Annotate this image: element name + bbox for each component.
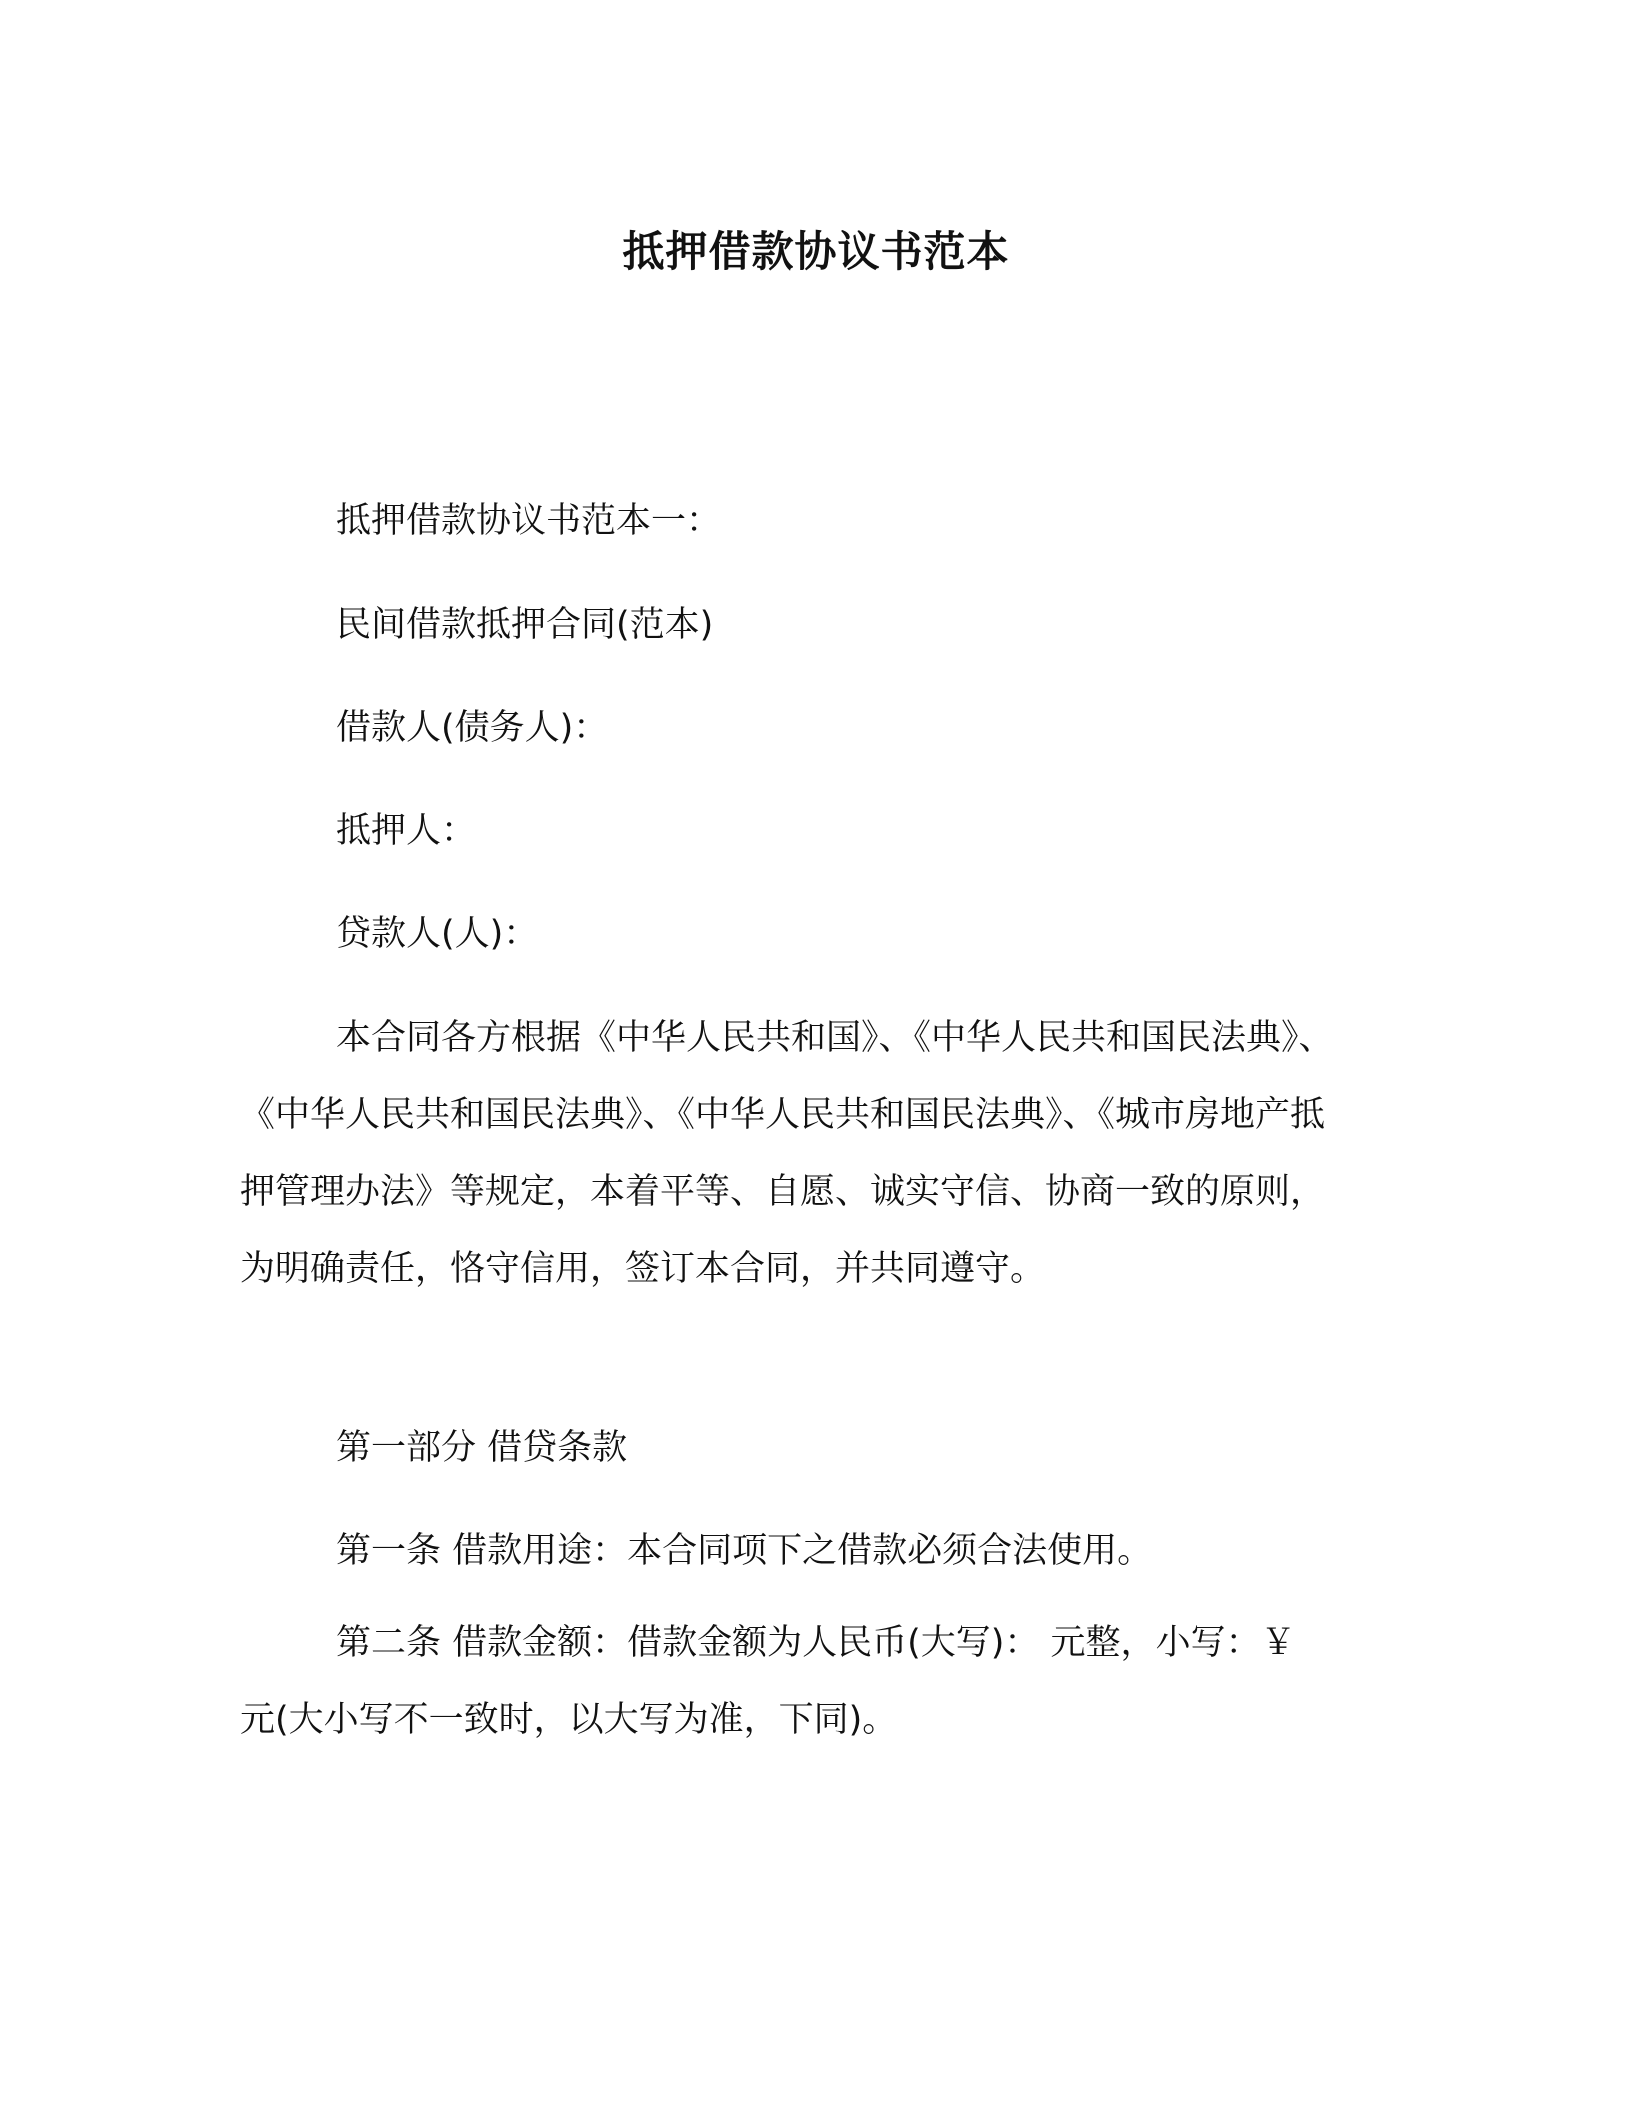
lender-field: 贷款人(人)： bbox=[336, 914, 539, 954]
document-title: 抵押借款协议书范本 bbox=[622, 227, 1010, 276]
preamble-paragraph: 本合同各方根据《中华人民共和国》、《中华人民共和国民法典》、《中华人民共和国民法典》、《中华人民共和国民法典》、《城市房地产抵押管理办法》等规定，本着平等、自愿、诚实守信、协商一致的原则，为明确责任，恪守信用，签订本合同，并共同遵守。 bbox=[240, 1018, 1334, 1289]
mortgagor-field: 抵押人： bbox=[336, 811, 477, 851]
article-two: 第二条 借款金额：借款金额为人民币(大写)： 元整，小写：￥ 元(大小写不一致时，以大写为准，下同)。 bbox=[240, 1623, 1296, 1740]
part-one-heading: 第一部分 借贷条款 bbox=[336, 1428, 628, 1468]
borrower-field: 借款人(债务人)： bbox=[336, 708, 609, 748]
article-one: 第一条 借款用途：本合同项下之借款必须合法使用。 bbox=[336, 1531, 1153, 1571]
template-heading: 抵押借款协议书范本一： bbox=[336, 501, 722, 541]
contract-name: 民间借款抵押合同(范本) bbox=[336, 605, 714, 645]
